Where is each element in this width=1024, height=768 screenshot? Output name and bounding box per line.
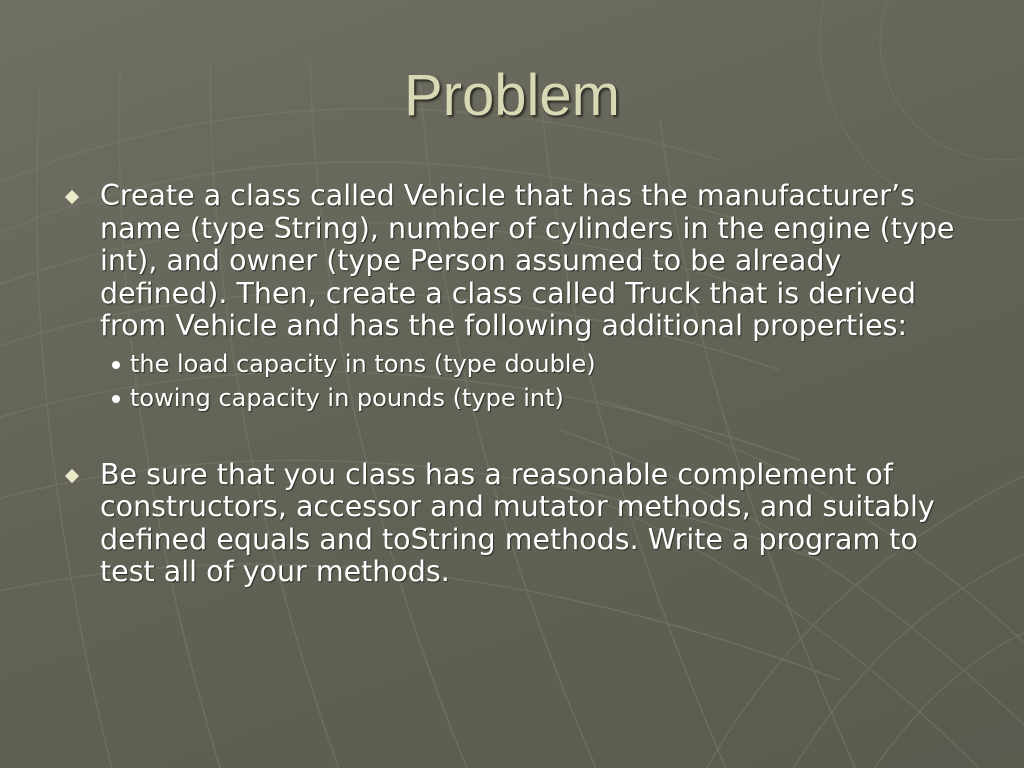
slide-title: Problem xyxy=(404,63,620,128)
bullet-text: Create a class called Vehicle that has the manufacturer’s name (type String), number of cylinders in the engine (type int), and owner (type Person assumed to be already defined). Then, create a class called Truck that is derived from Vehicle and has the following additional properties: xyxy=(100,179,955,342)
slide-content xyxy=(60,180,960,589)
sub-bullet-text: the load capacity in tons (type double) xyxy=(130,349,596,378)
diamond-bullet-icon xyxy=(65,468,79,482)
dot-bullet-icon xyxy=(112,395,120,403)
sub-bullet-list xyxy=(100,347,960,415)
sub-bullet-text: towing capacity in pounds (type int) xyxy=(130,383,564,412)
bullet-item xyxy=(60,180,960,415)
bullet-item xyxy=(60,459,960,589)
sub-bullet-item xyxy=(100,381,960,415)
sub-bullet-item xyxy=(100,347,960,381)
bullet-text: Be sure that you class has a reasonable complement of constructors, accessor and mutator methods, and suitably defined equals and toString methods. Write a program to test all of your methods. xyxy=(100,457,935,588)
diamond-bullet-icon xyxy=(65,190,79,204)
dot-bullet-icon xyxy=(112,361,120,369)
